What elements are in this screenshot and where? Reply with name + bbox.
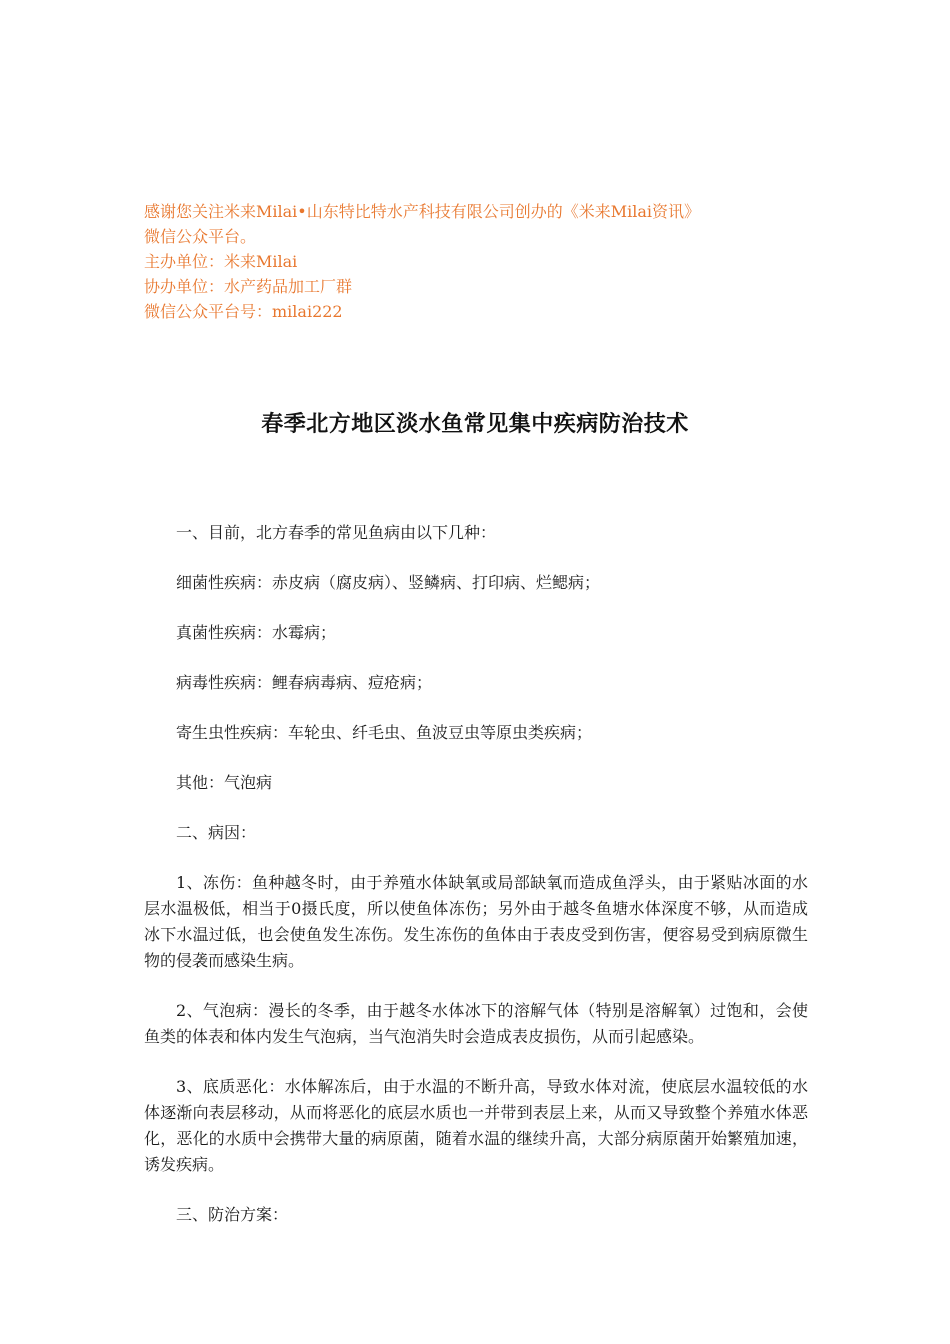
fungal-diseases: 真菌性疾病：水霉病；: [176, 623, 337, 642]
page-title: 春季北方地区淡水鱼常见集中疾病防治技术: [261, 411, 689, 437]
notice-line-2: 微信公众平台。: [144, 227, 257, 246]
section-2-heading: 二、病因：: [176, 823, 257, 842]
notice-line-1: 感谢您关注米来Milai•山东特比特水产科技有限公司创办的《米来Milai资讯》: [144, 202, 700, 221]
platform-notice: [144, 199, 816, 324]
article-body: [144, 520, 808, 1252]
wechat-account: 微信公众平台号：milai222: [144, 302, 343, 321]
other-diseases: 其他：气泡病: [176, 773, 273, 792]
cause-frostbite: 1、冻伤：鱼种越冬时，由于养殖水体缺氧或局部缺氧而造成鱼浮头，由于紧贴冰面的水层水温极低，相当于0摄氏度，所以使鱼体冻伤；另外由于越冬鱼塘水体深度不够，从而造成冰下水温过低，也会使鱼发生冻伤。发生冻伤的鱼体由于表皮受到伤害，便容易受到病原微生物的侵袭而感染生病。: [144, 873, 808, 970]
parasitic-diseases: 寄生虫性疾病：车轮虫、纤毛虫、鱼波豆虫等原虫类疾病；: [176, 723, 593, 742]
bacterial-diseases: 细菌性疾病：赤皮病（腐皮病）、竖鳞病、打印病、烂鳃病；: [176, 573, 601, 592]
section-3-heading: 三、防治方案：: [176, 1205, 289, 1224]
cause-gas-bubble: 2、气泡病：漫长的冬季，由于越冬水体冰下的溶解气体（特别是溶解氧）过饱和，会使鱼类的体表和体内发生气泡病，当气泡消失时会造成表皮损伤，从而引起感染。: [144, 1001, 808, 1046]
co-host-unit: 协办单位：水产药品加工厂群: [144, 277, 353, 296]
cause-sediment: 3、底质恶化：水体解冻后，由于水温的不断升高，导致水体对流，使底层水温较低的水体逐渐向表层移动，从而将恶化的底层水质也一并带到表层上来，从而又导致整个养殖水体恶化，恶化的水质中会携带大量的病原菌，随着水温的继续升高，大部分病原菌开始繁殖加速，诱发疾病。: [144, 1077, 808, 1174]
viral-diseases: 病毒性疾病：鲤春病毒病、痘疮病；: [176, 673, 433, 692]
section-1-heading: 一、目前，北方春季的常见鱼病由以下几种：: [176, 523, 497, 542]
host-unit: 主办单位：米来Milai: [144, 252, 298, 271]
